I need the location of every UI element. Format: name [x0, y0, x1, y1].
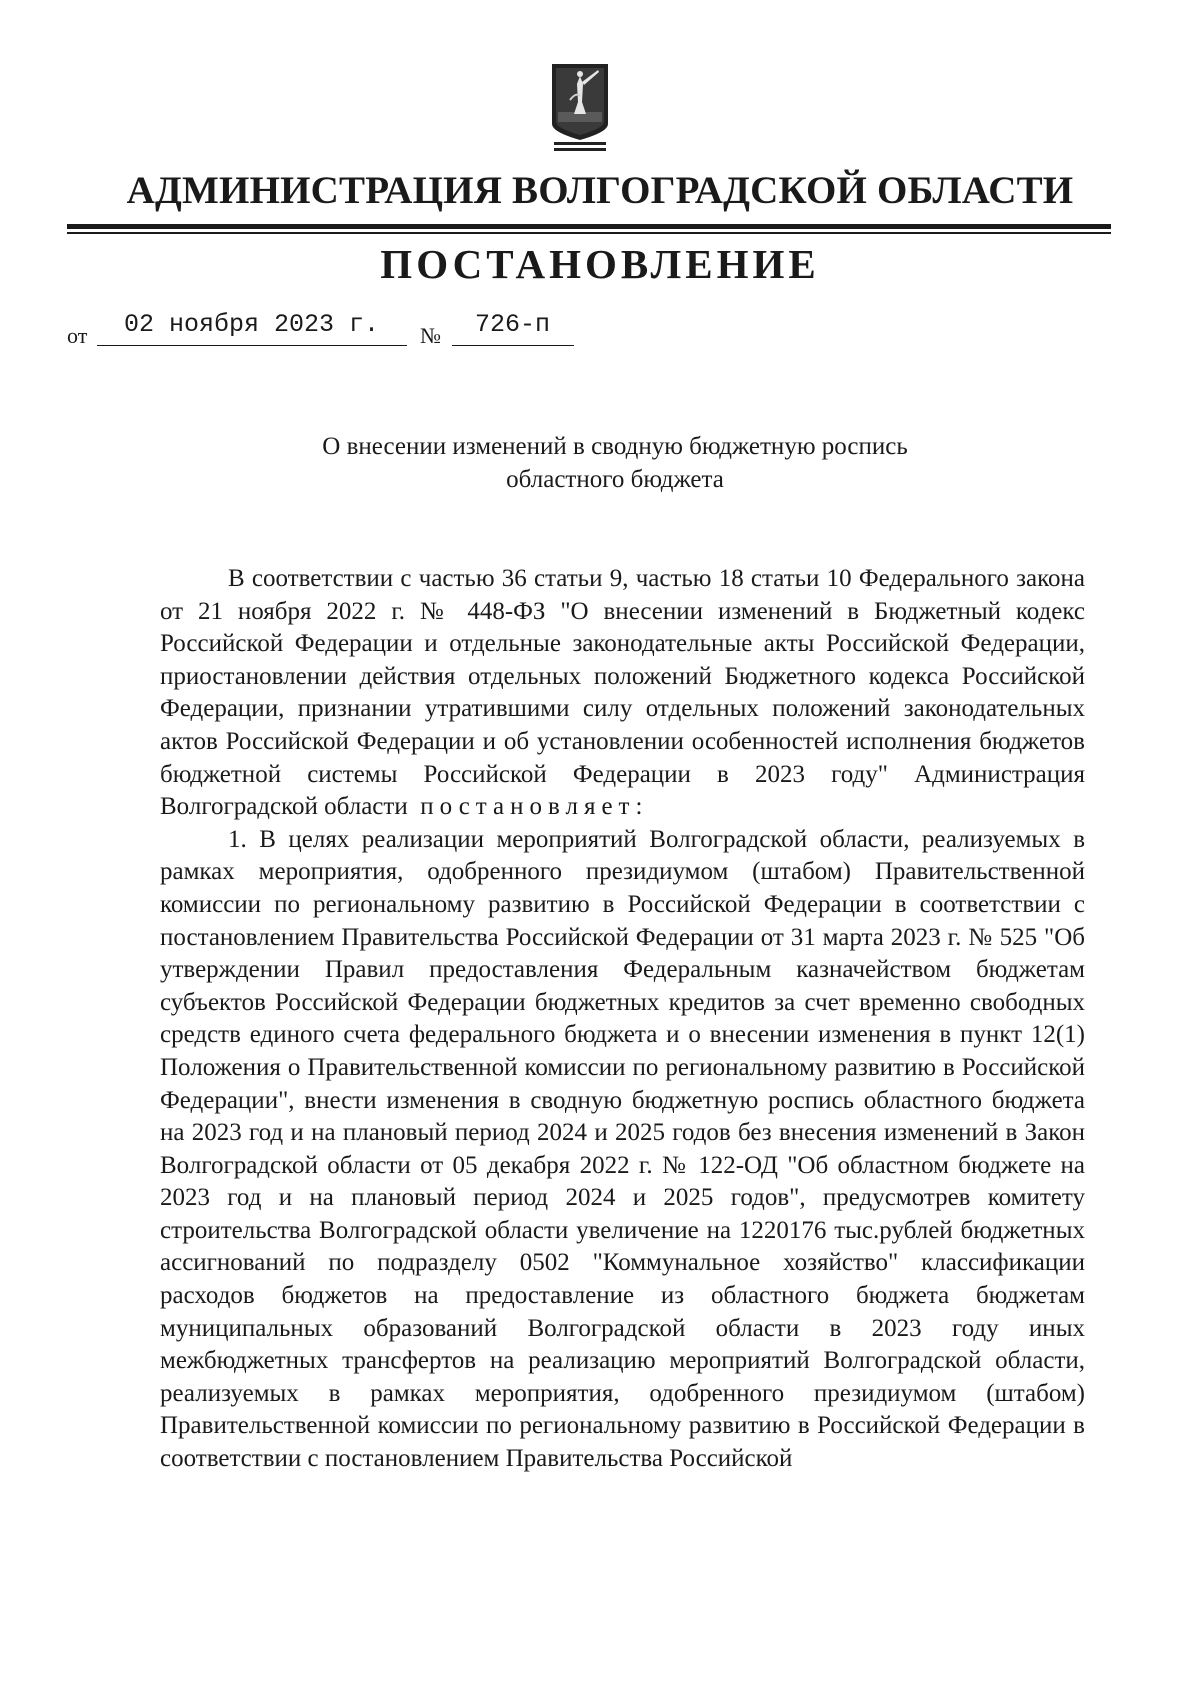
subject-line-1: О внесении изменений в сводную бюджетную роспись — [322, 433, 908, 460]
header-divider-thick — [67, 224, 1111, 229]
decree-word: постановляет: — [420, 793, 649, 821]
item-1-paragraph: 1. В целях реализации мероприятий Волгоградской области, реализуемых в рамках мероприятия, одобренного президиумом (штабом) Правительственной комиссии по региональному развитию в Российской Федерации в соответствии с постановлением Правительства Российской Федерации от 31 марта 2023 г. № 525 "Об утверждении Правил предоставления Федеральным казначейством бюджетам субъектов Российской Федерации бюджетных кредитов за счет временно свободных средств единого счета федерального бюджета и о внесении изменения в пункт 12(1) Положения о Правительственной комиссии по региональному развитию в Российской Федерации", внести изменения в сводную бюджетную роспись областного бюджета на 2023 год и на плановый период 2024 и 2025 годов без внесения изменений в Закон Волгоградской области от 05 декабря 2022 г. № 122-ОД "Об областном бюджете на 2023 год и на плановый период 2024 и 2025 годов", предусмотрев комитету строительства Волгоградской области увеличение на 1220176 тыс.рублей бюджетных ассигнований по подразделу 0502 "Коммунальное хозяйство" классификации расходов бюджетов на предоставление из областного бюджета бюджетам муниципальных образований Волгоградской области в 2023 году иных межбюджетных трансфертов на реализацию мероприятий Волгоградской области, реализуемых в рамках мероприятия, одобренного президиумом (штабом) Правительственной комиссии по региональному развитию в Российской Федерации в соответствии с постановлением Правительства Российской — [160, 825, 1085, 1473]
date-underline — [97, 345, 407, 346]
date-label: от — [67, 323, 88, 348]
date-value: 02 ноября 2023 г. — [124, 310, 380, 339]
number-value: 726-п — [475, 310, 551, 339]
agency-name: АДМИНИСТРАЦИЯ ВОЛГОГРАДСКОЙ ОБЛАСТИ — [126, 169, 1074, 212]
preamble-paragraph — [160, 563, 1085, 824]
document-type: ПОСТАНОВЛЕНИЕ — [380, 241, 820, 287]
volgograd-region-emblem-icon — [550, 62, 610, 154]
subject-line-2: областного бюджета — [506, 466, 724, 493]
number-label: № — [420, 323, 441, 348]
preamble-text: В соответствии с частью 36 статьи 9, частью 18 статьи 10 Федерального закона от 21 ноября 2022 г. № 448-ФЗ "О внесении изменений в Бюджетный кодекс Российской Федерации и отдельные законодательные акты Российской Федерации, приостановлении действия отдельных положений Бюджетного кодекса Российской Федерации, признании утратившими силу отдельных положений законодательных актов Российской Федерации и об установлении особенностей исполнения бюджетов бюджетной системы Российской Федерации в 2023 году" Администрация Волгоградской области — [160, 565, 1085, 821]
document-body — [160, 563, 1085, 1476]
document-subject — [150, 430, 1080, 496]
number-underline — [452, 345, 574, 346]
header-divider-thin — [67, 232, 1111, 234]
